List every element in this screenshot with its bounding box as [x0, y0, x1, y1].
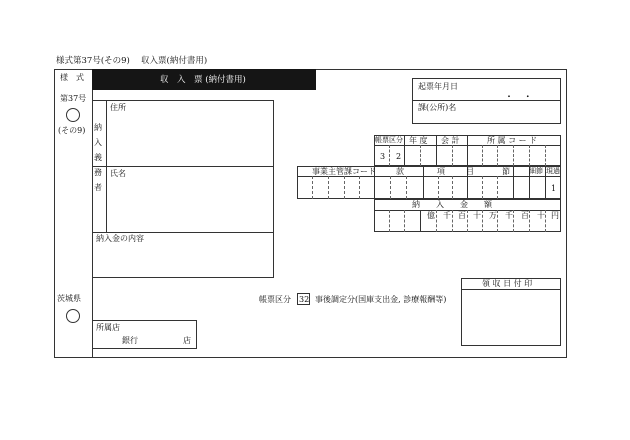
form-title: 収 入 票 (納付書用)	[160, 75, 246, 85]
branch-suffix: 店	[183, 336, 191, 345]
circle-mark	[66, 309, 80, 323]
amount-unit: 円	[551, 211, 559, 220]
bank-suffix: 銀行	[122, 336, 138, 345]
prefecture-name: 茨城県	[57, 294, 81, 303]
current-past-header: 現過	[546, 167, 560, 175]
amount-unit: 千	[505, 211, 513, 220]
amount-unit: 十	[473, 211, 481, 220]
amount-unit: 百	[458, 211, 466, 220]
circle-mark	[66, 108, 80, 122]
bank-label: 所属店	[96, 323, 120, 332]
amount-unit: 千	[443, 211, 451, 220]
footer-ledger-label: 帳票区分	[259, 295, 291, 304]
style-label: 様 式	[60, 73, 84, 82]
amount-title: 納 入 金 額	[412, 200, 492, 209]
issue-date-label: 起票年月日	[418, 82, 458, 91]
dept-name-label: 課(公所)名	[418, 103, 457, 112]
ledger-type-header: 帳票区分	[375, 136, 403, 144]
name-label: 氏名	[110, 169, 126, 178]
footer-ledger-value: 32	[299, 295, 310, 304]
footer-ledger-box	[297, 293, 310, 305]
business-code-header: 事業主管課コード	[312, 167, 376, 176]
ledger-digit: 2	[396, 152, 402, 161]
form-sub-number: (その9)	[58, 126, 86, 135]
dept-code-header: 所 属 コ ー ド	[487, 136, 538, 145]
amount-unit: 百	[521, 211, 529, 220]
amount-unit: 億	[427, 211, 435, 220]
setsu-header: 節	[502, 167, 510, 176]
footer-description: 事後調定分(国庫支出金, 診療報酬等)	[315, 295, 447, 304]
form-title-bar	[92, 69, 316, 90]
kan-header: 款	[396, 167, 404, 176]
form-caption: 様式第37号(その9) 収入票(納付書用)	[56, 56, 208, 66]
detail-header: 細節	[529, 167, 543, 175]
current-past-value: 1	[551, 184, 557, 193]
kou-header: 項	[437, 167, 445, 176]
moku-header: 目	[466, 167, 474, 176]
fiscal-year-header: 年 度	[409, 136, 428, 145]
receipt-stamp-label: 領 収 日 付 印	[482, 279, 533, 288]
amount-unit: 十	[537, 211, 545, 220]
amount-unit: 万	[489, 211, 497, 220]
payment-content-label: 納入金の内容	[96, 234, 144, 243]
issue-date-separators: ・ ・	[505, 91, 532, 101]
ledger-digit: 3	[380, 152, 386, 161]
payer-section-label: 納 入 義 務 者	[94, 123, 102, 192]
form-number: 第37号	[60, 94, 87, 103]
account-header: 会 計	[441, 136, 460, 145]
address-label: 住所	[110, 103, 126, 112]
payer-box	[92, 100, 274, 278]
